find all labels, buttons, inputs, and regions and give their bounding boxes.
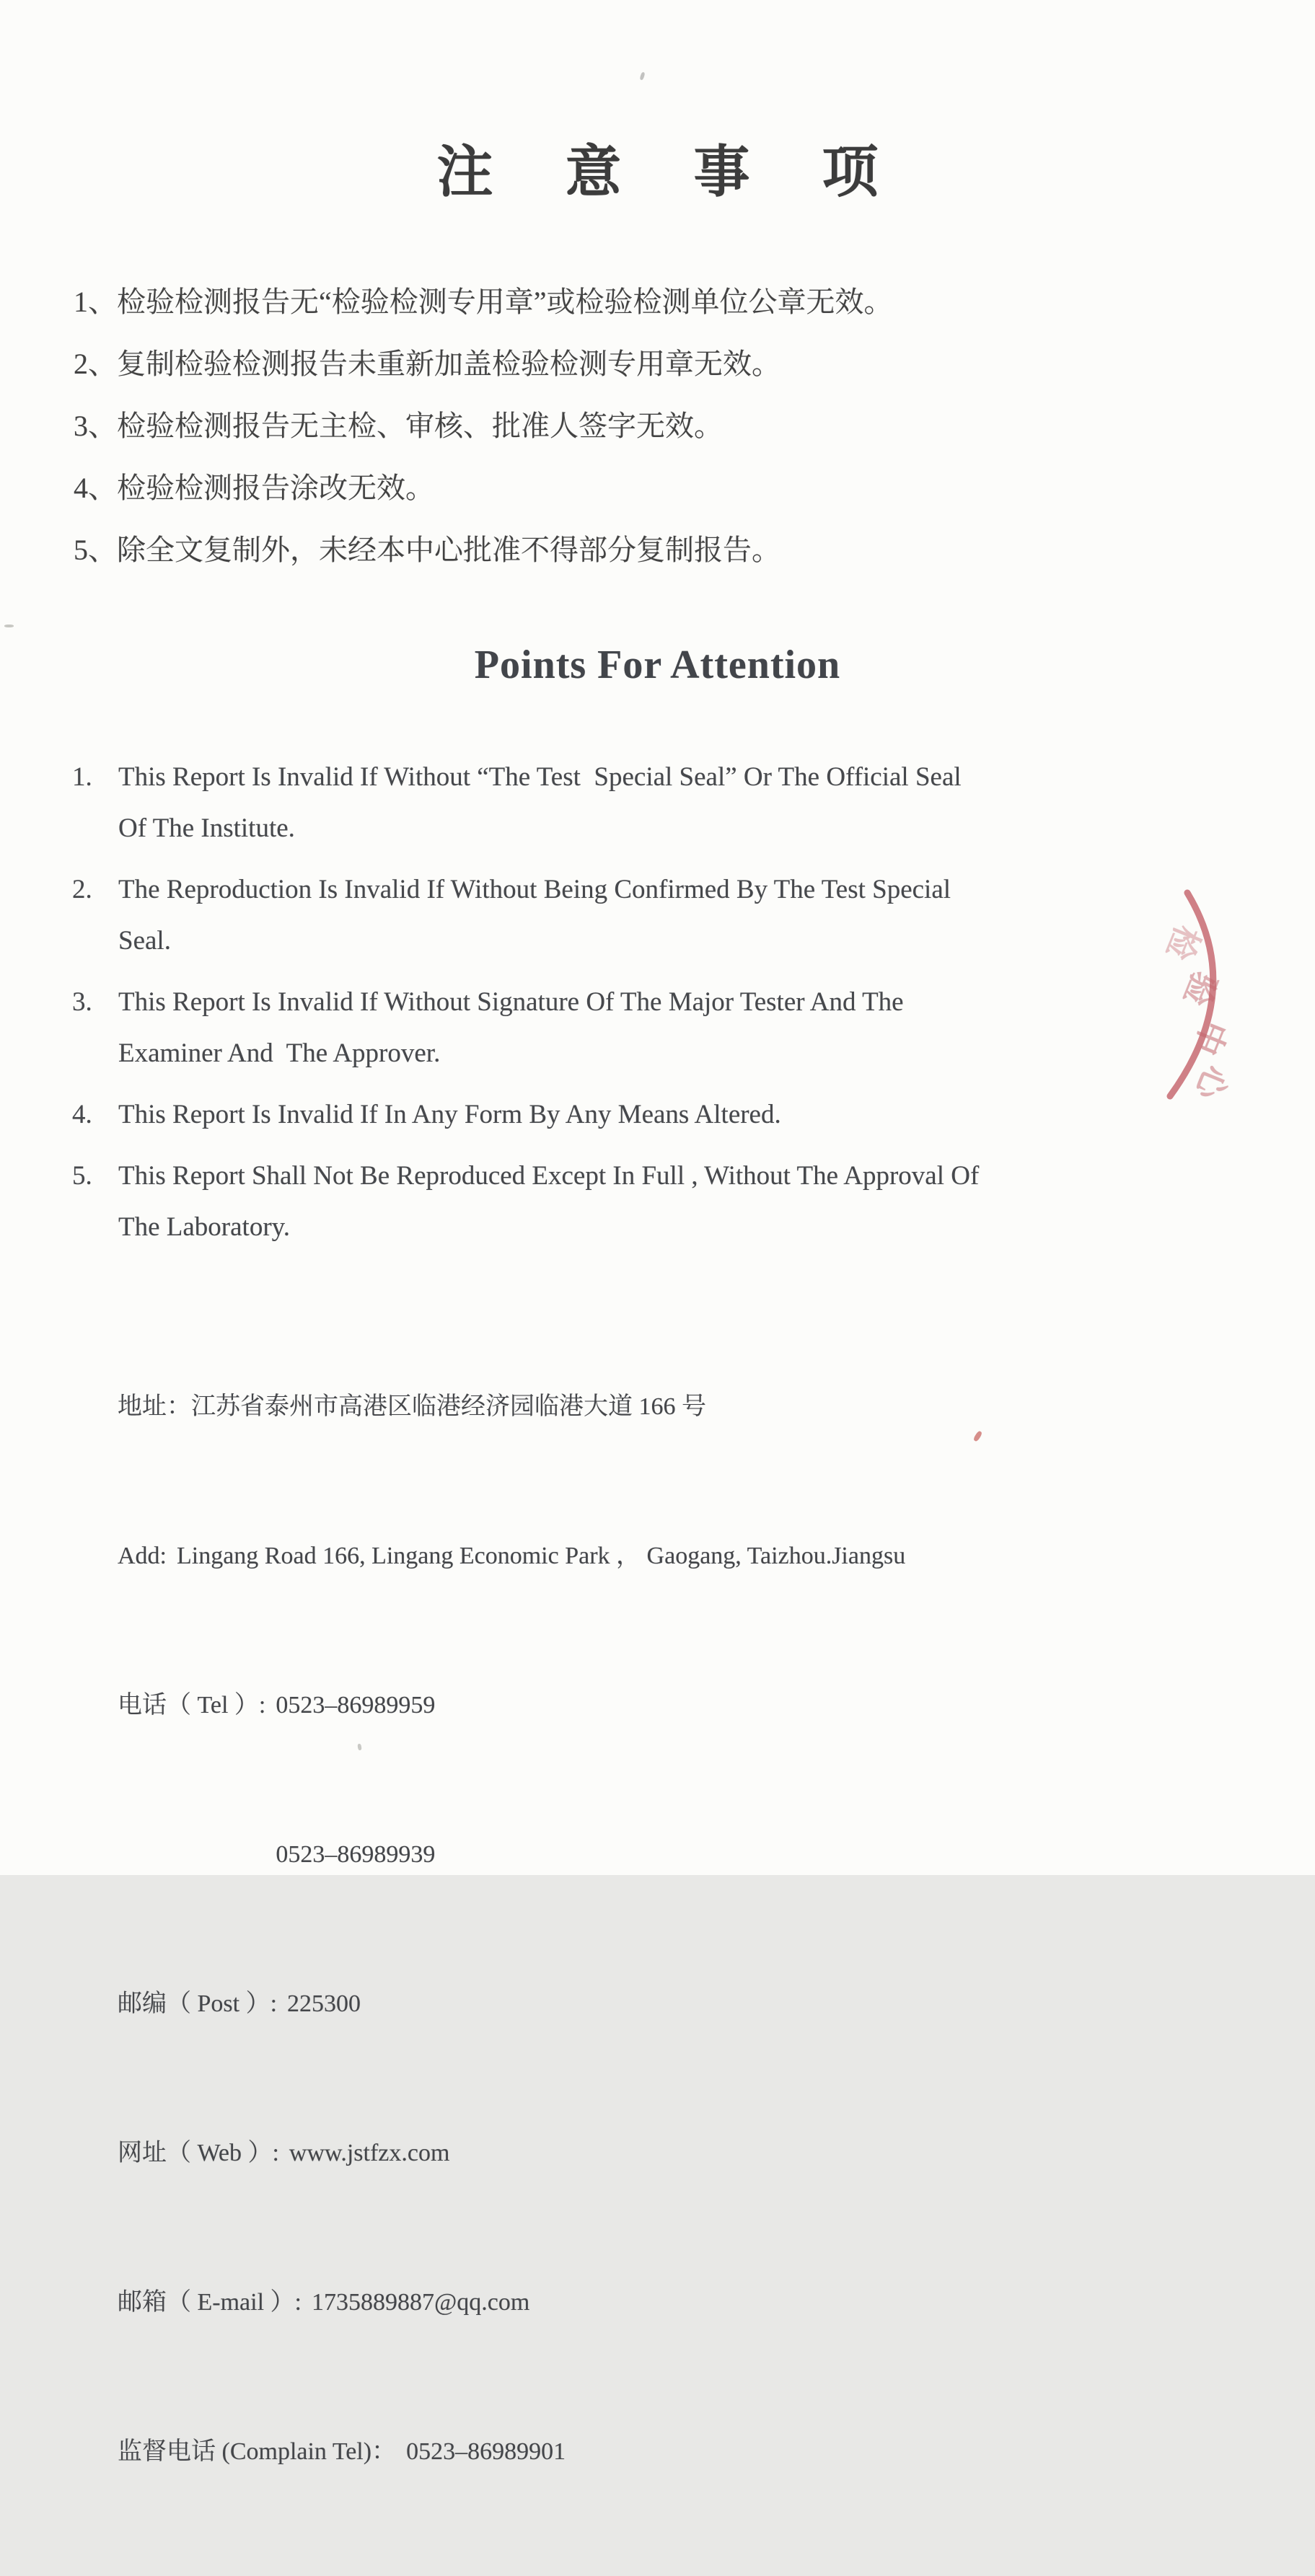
chinese-notice-item <box>74 271 1228 333</box>
website-line <box>118 2128 1200 2178</box>
email-value: 1735889887@qq.com <box>311 2289 530 2316</box>
item-text-line: The Reproduction Is Invalid If Without Being Confirmed By The Test Special <box>118 875 951 904</box>
item-number: 2、 <box>74 348 117 380</box>
english-notice-list <box>72 751 1255 1263</box>
telephone-value-2: 0523–86989939 <box>276 1841 436 1868</box>
website-value: www.jstfzx.com <box>289 2140 450 2166</box>
postcode-line <box>118 1979 1200 2029</box>
item-text-line: This Report Is Invalid If Without “The Test Special Seal” Or The Official Seal <box>118 762 962 792</box>
chinese-notice-list <box>74 271 1228 581</box>
scan-dash <box>4 625 14 627</box>
english-notice-item <box>72 864 1255 966</box>
item-text-line: Examiner And The Approver. <box>118 1038 441 1068</box>
item-text: 检验检测报告无“检验检测专用章”或检验检测单位公章无效。 <box>117 286 893 318</box>
item-text: 除全文复制外，未经本中心批准不得部分复制报告。 <box>117 534 780 566</box>
page-title-chinese: 注意事项 <box>436 140 951 203</box>
item-text-line: This Report Is Invalid If Without Signature Of The Major Tester And The <box>118 987 904 1017</box>
address-english-value: Lingang Road 166, Lingang Economic Park ， Gaogang, Taizhou.Jiangsu <box>177 1543 906 1569</box>
scan-speck <box>639 71 645 80</box>
item-number: 3、 <box>74 410 117 442</box>
address-chinese: 地址：江苏省泰州市高港区临港经济园临港大道 166 号 <box>118 1393 706 1420</box>
item-number: 4. <box>72 1100 92 1129</box>
seal-character: 验 <box>1177 966 1224 1012</box>
english-notice-item <box>72 1150 1255 1253</box>
complain-tel-value: 0523–86989901 <box>406 2438 566 2465</box>
item-text-line: Of The Institute. <box>118 813 295 843</box>
seal-character: 检 <box>1159 920 1207 966</box>
contact-block <box>118 1282 1200 2576</box>
email-line <box>118 2277 1200 2327</box>
telephone-label: 电话（ Tel ）: <box>118 1692 266 1719</box>
chinese-notice-item <box>74 519 1228 581</box>
item-number: 1. <box>72 762 92 792</box>
item-number: 4、 <box>74 472 117 504</box>
english-notice-item <box>72 1089 1255 1140</box>
item-text-line: Seal. <box>118 926 171 956</box>
item-number: 5. <box>72 1161 92 1191</box>
telephone-value: 0523–86989959 <box>276 1692 436 1719</box>
page-title-english: Points For Attention <box>474 643 841 687</box>
seal-character: 心 <box>1188 1060 1236 1106</box>
chinese-notice-item <box>74 395 1228 457</box>
item-text: 检验检测报告无主检、审核、批准人签字无效。 <box>117 410 723 442</box>
telephone-line-2 <box>118 1830 1200 1879</box>
item-text: 检验检测报告涂改无效。 <box>117 472 434 504</box>
complain-tel-line <box>118 2427 1200 2476</box>
address-english-label: Add: <box>118 1543 167 1569</box>
item-number: 5、 <box>74 534 117 566</box>
complain-tel-label: 监督电话 (Complain Tel)： <box>118 2438 397 2465</box>
chinese-notice-item <box>74 333 1228 395</box>
chinese-notice-item <box>74 457 1228 519</box>
telephone-line <box>118 1680 1200 1730</box>
item-text-line: The Laboratory. <box>118 1212 290 1242</box>
email-label: 邮箱（ E-mail ）: <box>118 2289 302 2316</box>
item-number: 1、 <box>74 286 117 318</box>
postcode-value: 225300 <box>287 1990 361 2017</box>
item-number: 3. <box>72 987 92 1017</box>
item-number: 2. <box>72 875 92 904</box>
item-text: 复制检验检测报告未重新加盖检验检测专用章无效。 <box>117 348 780 380</box>
website-label: 网址（ Web ）: <box>118 2140 279 2166</box>
english-notice-item <box>72 976 1255 1079</box>
seal-character: 中 <box>1187 1015 1234 1061</box>
item-text-line: This Report Is Invalid If In Any Form By Any Means Altered. <box>118 1100 781 1129</box>
postcode-label: 邮编（ Post ）: <box>118 1990 278 2017</box>
english-notice-item <box>72 751 1255 854</box>
item-text-line: This Report Shall Not Be Reproduced Except In Full , Without The Approval Of <box>118 1161 980 1191</box>
address-english <box>118 1531 1200 1581</box>
